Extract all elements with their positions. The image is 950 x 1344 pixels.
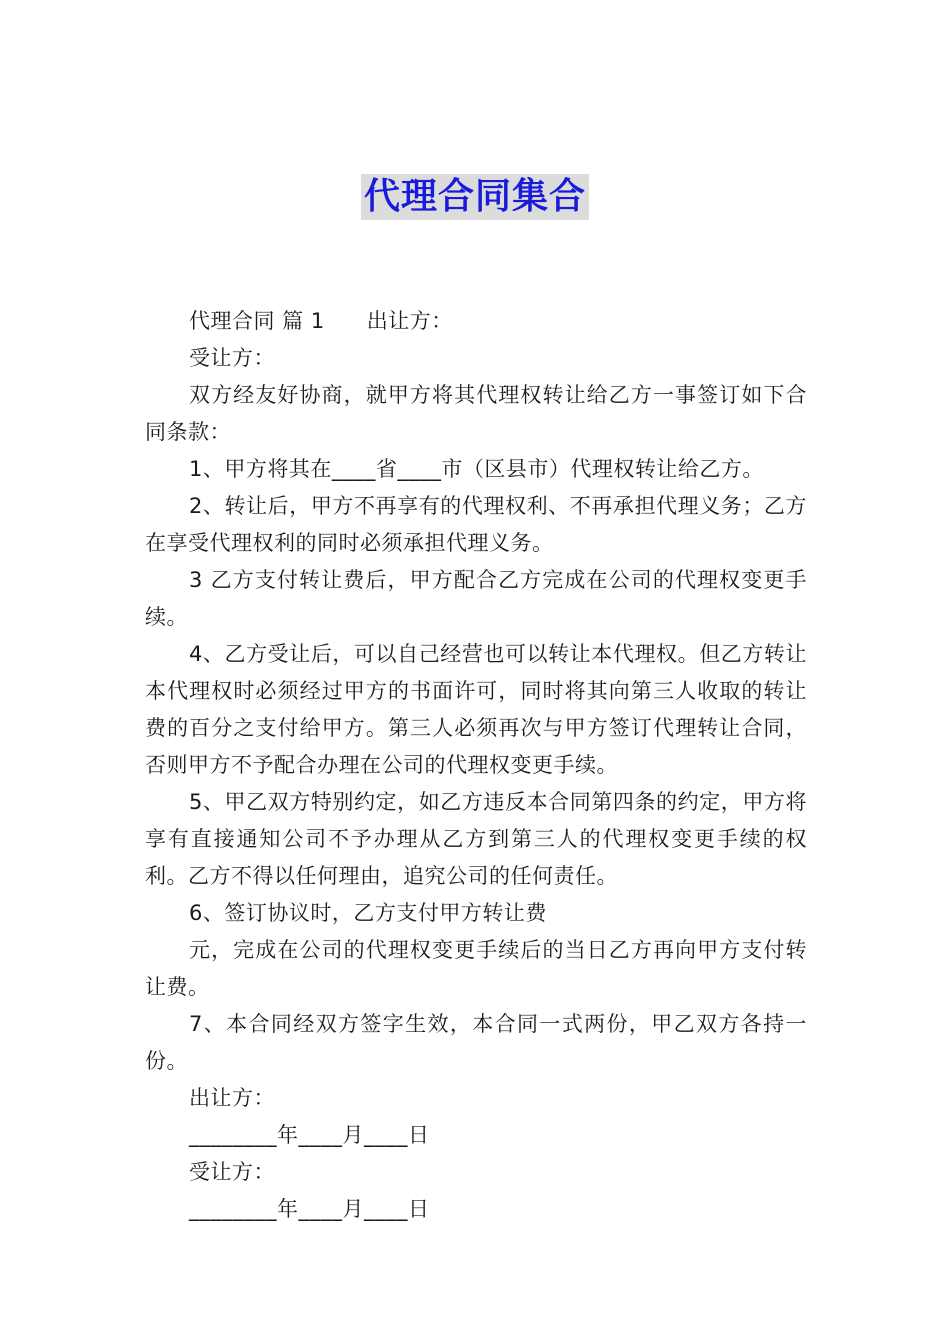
clause-7: 7、本合同经双方签字生效，本合同一式两份，甲乙双方各持一份。 [145,1012,807,1073]
contract-heading-line [145,303,807,340]
assignor-heading: 出让方： [366,309,453,333]
clause-6: 6、签订协议时，乙方支付甲方转让费 [189,901,547,925]
intro-paragraph: 双方经友好协商，就甲方将其代理权转让给乙方一事签订如下合同条款： [145,383,807,444]
clause-5: 5、甲乙双方特别约定，如乙方违反本合同第四条的约定，甲方将享有直接通知公司不予办理从乙方到第三人的代理权变更手续的权利。乙方不得以任何理由，追究公司的任何责任。 [145,790,807,888]
assignee-date-line: ________年____月____日 [189,1197,430,1221]
clause-2: 2、转让后，甲方不再享有的代理权利、不再承担代理义务；乙方在享受代理权利的同时必须承担代理义务。 [145,494,807,555]
assignee-signature-label: 受让方： [189,1160,275,1184]
assignor-date-line: ________年____月____日 [189,1123,430,1147]
clause-1: 1、甲方将其在____省____市（区县市）代理权转让给乙方。 [189,457,764,481]
clause-6-continued: 元，完成在公司的代理权变更手续后的当日乙方再向甲方支付转让费。 [145,938,807,999]
assignee-heading: 受让方： [189,346,275,370]
clause-4: 4、乙方受让后，可以自己经营也可以转让本代理权。但乙方转让本代理权时必须经过甲方的书面许可，同时将其向第三人收取的转让费的百分之支付给甲方。第三人必须再次与甲方签订代理转让合同，否则甲方不予配合办理在公司的代理权变更手续。 [145,642,807,777]
document-body [145,303,807,1228]
contract-number: 代理合同 篇 1 [189,309,325,333]
clause-3: 3 乙方支付转让费后，甲方配合乙方完成在公司的代理权变更手续。 [145,568,807,629]
assignor-signature-label: 出让方： [189,1086,275,1110]
title-container [0,174,950,220]
document-title: 代理合同集合 [361,174,589,220]
